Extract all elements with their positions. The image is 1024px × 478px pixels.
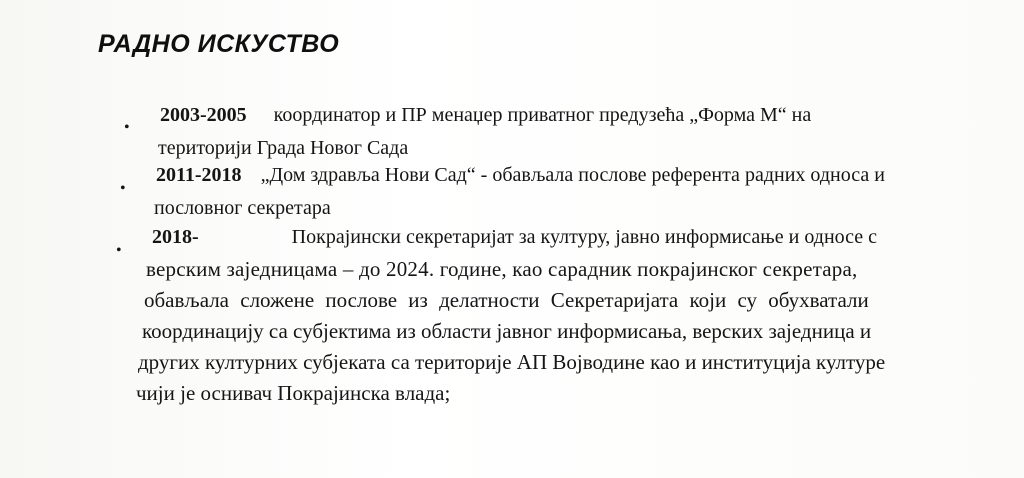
entry-1-line-1 [160,100,970,130]
entry-3-line-5: других културних субјеката са територије АП Војводине као и институција културе [138,350,886,374]
entry-3-line-6: чији је оснивач Покрајинска влада; [136,381,451,405]
entry-3-text-line-1: Покрајински секретаријат за културу, јавно информисање и односе с [291,226,878,248]
entry-1-period: 2003-2005 [160,104,247,126]
bullet-icon: • [116,242,122,259]
entry-2-line-1 [156,160,885,190]
bullet-icon: • [124,119,130,136]
entry-3-line-4: координацију са субјектима из области јавног информисања, верских заједница и [142,319,872,343]
entry-3-line-3: обављала сложене послове из делатности Секретаријата који су обухватали [144,288,869,312]
entry-1-line-2: територији Града Новог Сада [158,137,409,159]
bullet-icon: • [120,180,126,197]
entry-2-line-2: пословног секретара [154,197,331,219]
entry-3-period: 2018- [152,226,199,248]
entry-2-text-line-1: „Дом здравља Нови Сад“ - обављала послове референта радних односа и [260,164,885,186]
entry-1-text-line-1: координатор и ПР менаџер приватног предузећа „Форма М“ на [273,104,812,126]
entry-2-period: 2011-2018 [156,164,242,186]
entry-3-line-2: верским заједницама – до 2024. године, као сарадник покрајинског секретара, [146,257,858,281]
entry-3-line-1 [152,222,877,252]
section-heading: РАДНО ИСКУСТВО [98,30,340,58]
